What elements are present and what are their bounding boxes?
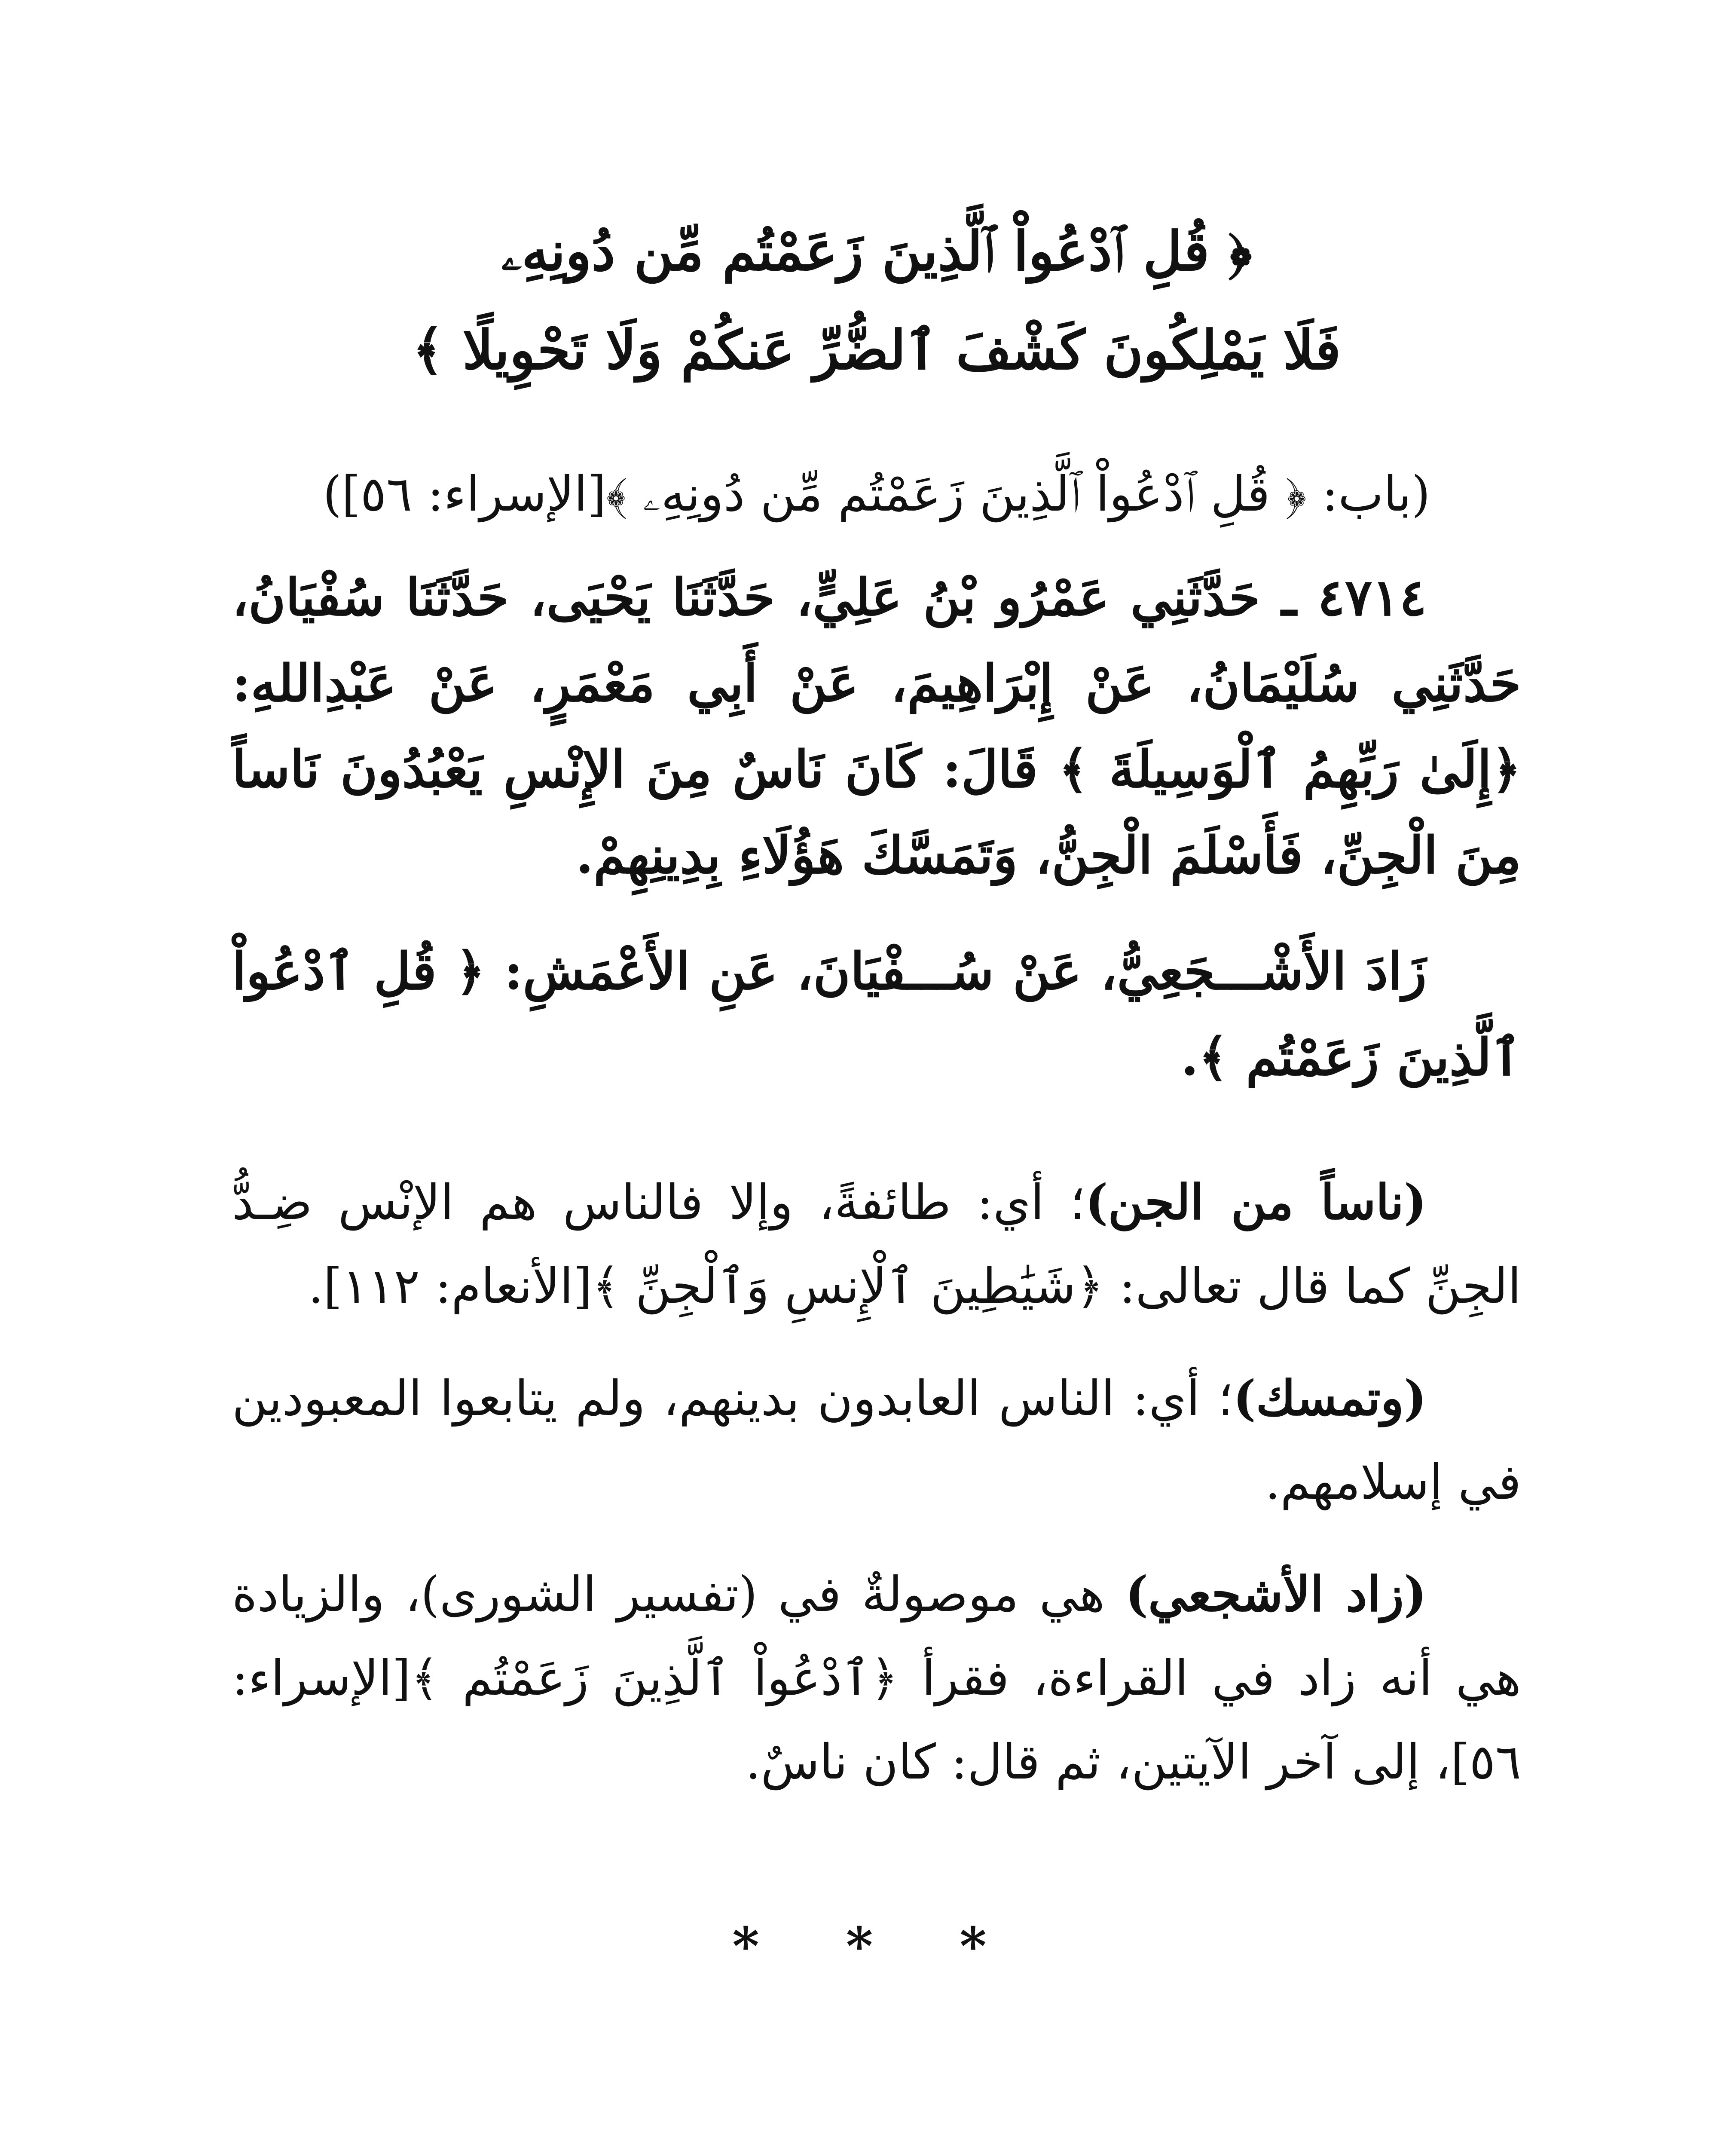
commentary-term: (وتمسك) (1233, 1370, 1427, 1427)
hadith-text (232, 554, 1521, 1100)
page-body (232, 202, 1521, 1977)
verse-heading-line-1: ﴿ قُلِ ٱدْعُواْ ٱلَّذِينَ زَعَمْتُم مِّن دُونِهِۦ (501, 220, 1252, 283)
verse-heading (232, 202, 1521, 400)
commentary (232, 1160, 1521, 1804)
commentary-term: (زاد الأشجعي) (1125, 1566, 1427, 1622)
commentary-paragraph (232, 1552, 1521, 1804)
commentary-paragraph (232, 1160, 1521, 1329)
section-separator: * * * (732, 1916, 1021, 1977)
chapter-title: (باب: ﴿ قُلِ ٱدْعُواْ ٱلَّذِينَ زَعَمْتُم مِّن دُونِهِۦ ﴾[الإسراء: ٥٦]) (323, 466, 1430, 522)
commentary-paragraph (232, 1356, 1521, 1525)
verse-heading-line-2: فَلَا يَمْلِكُونَ كَشْفَ ٱلضُّرِّ عَنكُمْ وَلَا تَحْوِيلًا ﴾ (412, 319, 1341, 382)
commentary-term: (ناساً من الجن) (1085, 1174, 1427, 1231)
hadith-ziyada: زَادَ الأَشْـــجَعِيُّ، عَنْ سُـــفْيَانَ، عَنِ الأَعْمَشِ: ﴿ قُلِ ٱدْعُواْ ٱلَّذِينَ زَعَمْتُم ﴾. (232, 941, 1521, 1087)
commentary-text: ؛ أي: الناس العابدون بدينهم، ولم يتابعوا المعبودين في إسلامهم. (232, 1371, 1521, 1510)
hadith-main: ٤٧١٤ ـ حَدَّثَنِي عَمْرُو بْنُ عَلِيٍّ، حَدَّثَنَا يَحْيَى، حَدَّثَنَا سُفْيَانُ، حَدَّثَنِي سُلَيْمَانُ، عَنْ إِبْرَاهِيمَ، عَنْ أَبِي مَعْمَرٍ، عَنْ عَبْدِاللهِ: ﴿إِلَىٰ رَبِّهِمُ ٱلْوَسِيلَةَ ﴾ قَالَ: كَانَ نَاسٌ مِنَ الإِنْسِ يَعْبُدُونَ نَاساً مِنَ الْجِنِّ، فَأَسْلَمَ الْجِنُّ، وَتَمَسَّكَ هَؤُلَاءِ بِدِينِهِمْ. (232, 567, 1521, 885)
commentary-text: ؛ أي: طائفةً، وإلا فالناس هم الإنْس ضِـدُّ الجِنِّ كما قال تعالى: ﴿شَيَٰطِينَ ٱلْإِنسِ وَٱلْجِنِّ ﴾[الأنعام: ١١٢]. (232, 1175, 1521, 1314)
commentary-text: هي موصولةٌ في (تفسير الشورى)، والزيادة هي أنه زاد في القراءة، فقرأ ﴿ٱدْعُواْ ٱلَّذِينَ زَعَمْتُم ﴾[الإسراء: ٥٦]، إلى آخر الآيتين، ثم قال: كان ناسٌ. (232, 1567, 1521, 1790)
